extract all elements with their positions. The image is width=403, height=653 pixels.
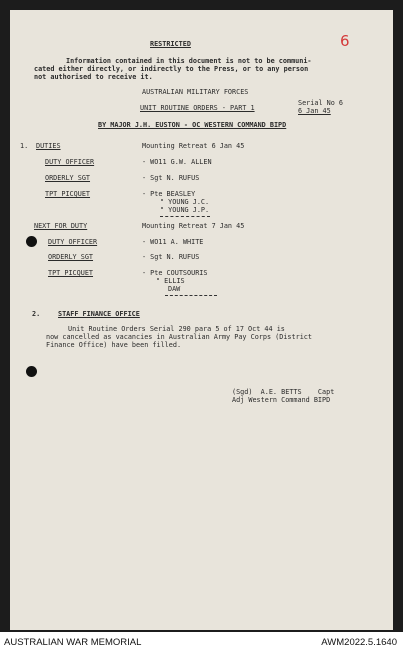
separator-line [160, 216, 210, 217]
archive-footer [0, 632, 403, 653]
next-duty-officer-name: - WO11 A. WHITE [142, 238, 204, 246]
next-mounting-date: Mounting Retreat 7 Jan 45 [142, 222, 245, 230]
archive-reference: AWM2022.5.1640 [321, 637, 397, 648]
next-orderly-sgt-label: ORDERLY SGT [48, 253, 94, 261]
staff-finance-heading: STAFF FINANCE OFFICE [58, 310, 140, 318]
serial-number: Serial No 6 [298, 99, 344, 107]
next-duty-officer-label: DUTY OFFICER [48, 238, 98, 246]
section-2-number: 2. [32, 310, 41, 318]
archive-name: AUSTRALIAN WAR MEMORIAL [4, 637, 142, 648]
next-tpt-picquet-name-1: - Pte COUTSOURIS [142, 269, 208, 277]
duty-officer-label: DUTY OFFICER [45, 158, 95, 166]
next-for-duty-heading: NEXT FOR DUTY [34, 222, 88, 230]
duties-heading: DUTIES [36, 142, 61, 150]
tpt-picquet-name-2: " YOUNG J.C. [160, 198, 210, 206]
handwritten-page-number: 6 [340, 32, 350, 50]
separator-line [165, 295, 217, 296]
classification-heading: RESTRICTED [150, 40, 191, 48]
document-page [10, 10, 393, 630]
orderly-sgt-label: ORDERLY SGT [45, 174, 91, 182]
mounting-date: Mounting Retreat 6 Jan 45 [142, 142, 245, 150]
punch-hole [26, 236, 37, 247]
tpt-picquet-name-3: " YOUNG J.P. [160, 206, 210, 214]
next-tpt-picquet-name-3: DAW [168, 285, 181, 293]
warning-line-2: cated either directly, or indirectly to the Press, or to any person [34, 65, 309, 73]
next-tpt-picquet-name-2: " ELLIS [156, 277, 185, 285]
section-2-body-line-3: Finance Office) have been filled. [46, 341, 182, 349]
section-2-body-line-2: now cancelled as vacancies in Australian Army Pay Corps (District [46, 333, 312, 341]
punch-hole [26, 366, 37, 377]
signature-line: (Sgd) A.E. BETTS Capt [232, 388, 335, 396]
orderly-sgt-name: - Sgt N. RUFUS [142, 174, 200, 182]
by-line: BY MAJOR J.H. EUSTON - OC WESTERN COMMAND BIPD [98, 121, 287, 129]
section-2-body-line-1: Unit Routine Orders Serial 290 para 5 of 17 Oct 44 is [68, 325, 285, 333]
section-1-number: 1. [20, 142, 29, 150]
tpt-picquet-label: TPT PICQUET [45, 190, 91, 198]
warning-line-3: not authorised to receive it. [34, 73, 153, 81]
orders-title: UNIT ROUTINE ORDERS - PART 1 [140, 104, 255, 112]
signature-title: Adj Western Command BIPD [232, 396, 331, 404]
next-tpt-picquet-label: TPT PICQUET [48, 269, 94, 277]
force-heading: AUSTRALIAN MILITARY FORCES [142, 88, 249, 96]
duty-officer-name: - WO11 G.W. ALLEN [142, 158, 212, 166]
next-orderly-sgt-name: - Sgt N. RUFUS [142, 253, 200, 261]
serial-date: 6 Jan 45 [298, 107, 331, 115]
tpt-picquet-name-1: - Pte BEASLEY [142, 190, 196, 198]
warning-line-1: Information contained in this document is not to be communi- [66, 57, 312, 65]
